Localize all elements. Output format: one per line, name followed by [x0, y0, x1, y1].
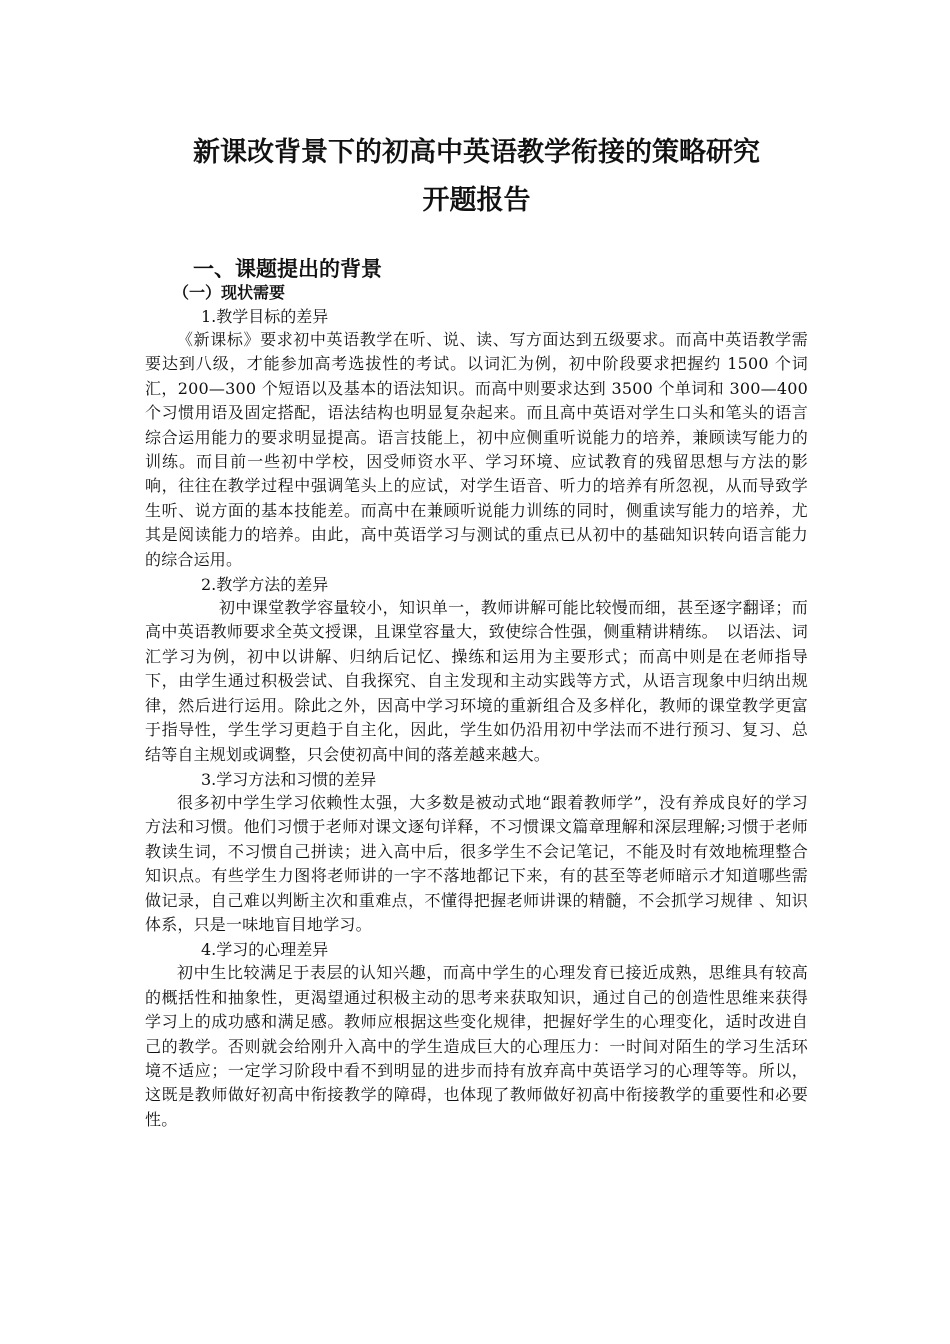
paragraph-teaching-methods: 初中课堂教学容量较小，知识单一，教师讲解可能比较慢而细，甚至逐字翻译；而高中英语教师要求全英文授课，且课堂容量大，致使综合性强，侧重精讲精练。 以语法、词汇学习为例，初中以讲解、归纳后记忆、操练和运用为主要形式；而高中则是在老师指导下，由学生通过积极尝试、自我探究、自主发现和主动实践等方式，从语言现象中归纳出规律，然后进行运用。除此之外，因高中学习环境的重新组合及多样化，教师的课堂教学更富于指导性，学生学习更趋于自主化，因此，学生如仍沿用初中学法而不进行预习、复习、总结等自主规划或调整，只会使初高中间的落差越来越大。 [145, 598, 808, 764]
subsection-heading: （一）现状需要 [173, 283, 286, 302]
section-heading: 一、课题提出的背景 [193, 256, 382, 281]
item-heading-teaching-goals: 1.教学目标的差异 [201, 307, 329, 326]
document-title: 新课改背景下的初高中英语教学衔接的策略研究 [193, 137, 760, 168]
item-heading-study-habits: 3.学习方法和习惯的差异 [201, 769, 377, 789]
paragraph-psychology: 初中生比较满足于表层的认知兴趣，而高中学生的心理发育已接近成熟，思维具有较高的概括性和抽象性，更渴望通过积极主动的思考来获取知识，通过自己的创造性思维来获得学习上的成功感和满足感。教师应根据这些变化规律，把握好学生的心理变化，适时改进自己的教学。否则就会给刚升入高中的学生造成巨大的心理压力：一时间对陌生的学习生活环境不适应；一定学习阶段中看不到明显的进步而持有放弃高中英语学习的心理等等。所以，这既是教师做好初高中衔接教学的障碍，也体现了教师做好初高中衔接教学的重要性和必要性。 [145, 963, 808, 1129]
paragraph-study-habits: 很多初中学生学习依赖性太强，大多数是被动式地“跟着教师学”，没有养成良好的学习方法和习惯。他们习惯于老师对课文逐句详释，不习惯课文篇章理解和深层理解;习惯于老师教读生词，不习惯自己拼读；进入高中后，很多学生不会记笔记，不能及时有效地梳理整合知识点。有些学生力图将老师讲的一字不落地都记下来，有的甚至等老师暗示才知道哪些需做记录，自己难以判断主次和重难点，不懂得把握老师讲课的精髓，不会抓学习规律 、知识体系，只是一味地盲目地学习。 [145, 792, 808, 934]
document-subtitle: 开题报告 [422, 185, 531, 216]
item-heading-teaching-methods: 2.教学方法的差异 [201, 575, 329, 595]
paragraph-teaching-goals: 《新课标》要求初中英语教学在听、说、读、写方面达到五级要求。而高中英语教学需要达到八级，才能参加高考选拔性的考试。以词汇为例，初中阶段要求把握约 1500 个词汇，200—300 个短语以及基本的语法知识。而高中则要求达到 3500 个单词和 300—400 个习惯用语及固定搭配，语法结构也明显复杂起来。而且高中英语对学生口头和笔头的语言综合运用能力的要求明显提高。语言技能上，初中应侧重听说能力的培养，兼顾读写能力的训练。而目前一些初中学校，因受师资水平、学习环境、应试教育的残留思想与方法的影响，往往在教学过程中强调笔头上的应试，对学生语音、听力的培养有所忽视，从而导致学生听、说方面的基本技能差。而高中在兼顾听说能力训练的同时，侧重读写能力的培养，尤其是阅读能力的培养。由此，高中英语学习与测试的重点已从初中的基础知识转向语言能力的综合运用。 [145, 330, 808, 569]
item-heading-psychology: 4.学习的心理差异 [201, 940, 329, 960]
